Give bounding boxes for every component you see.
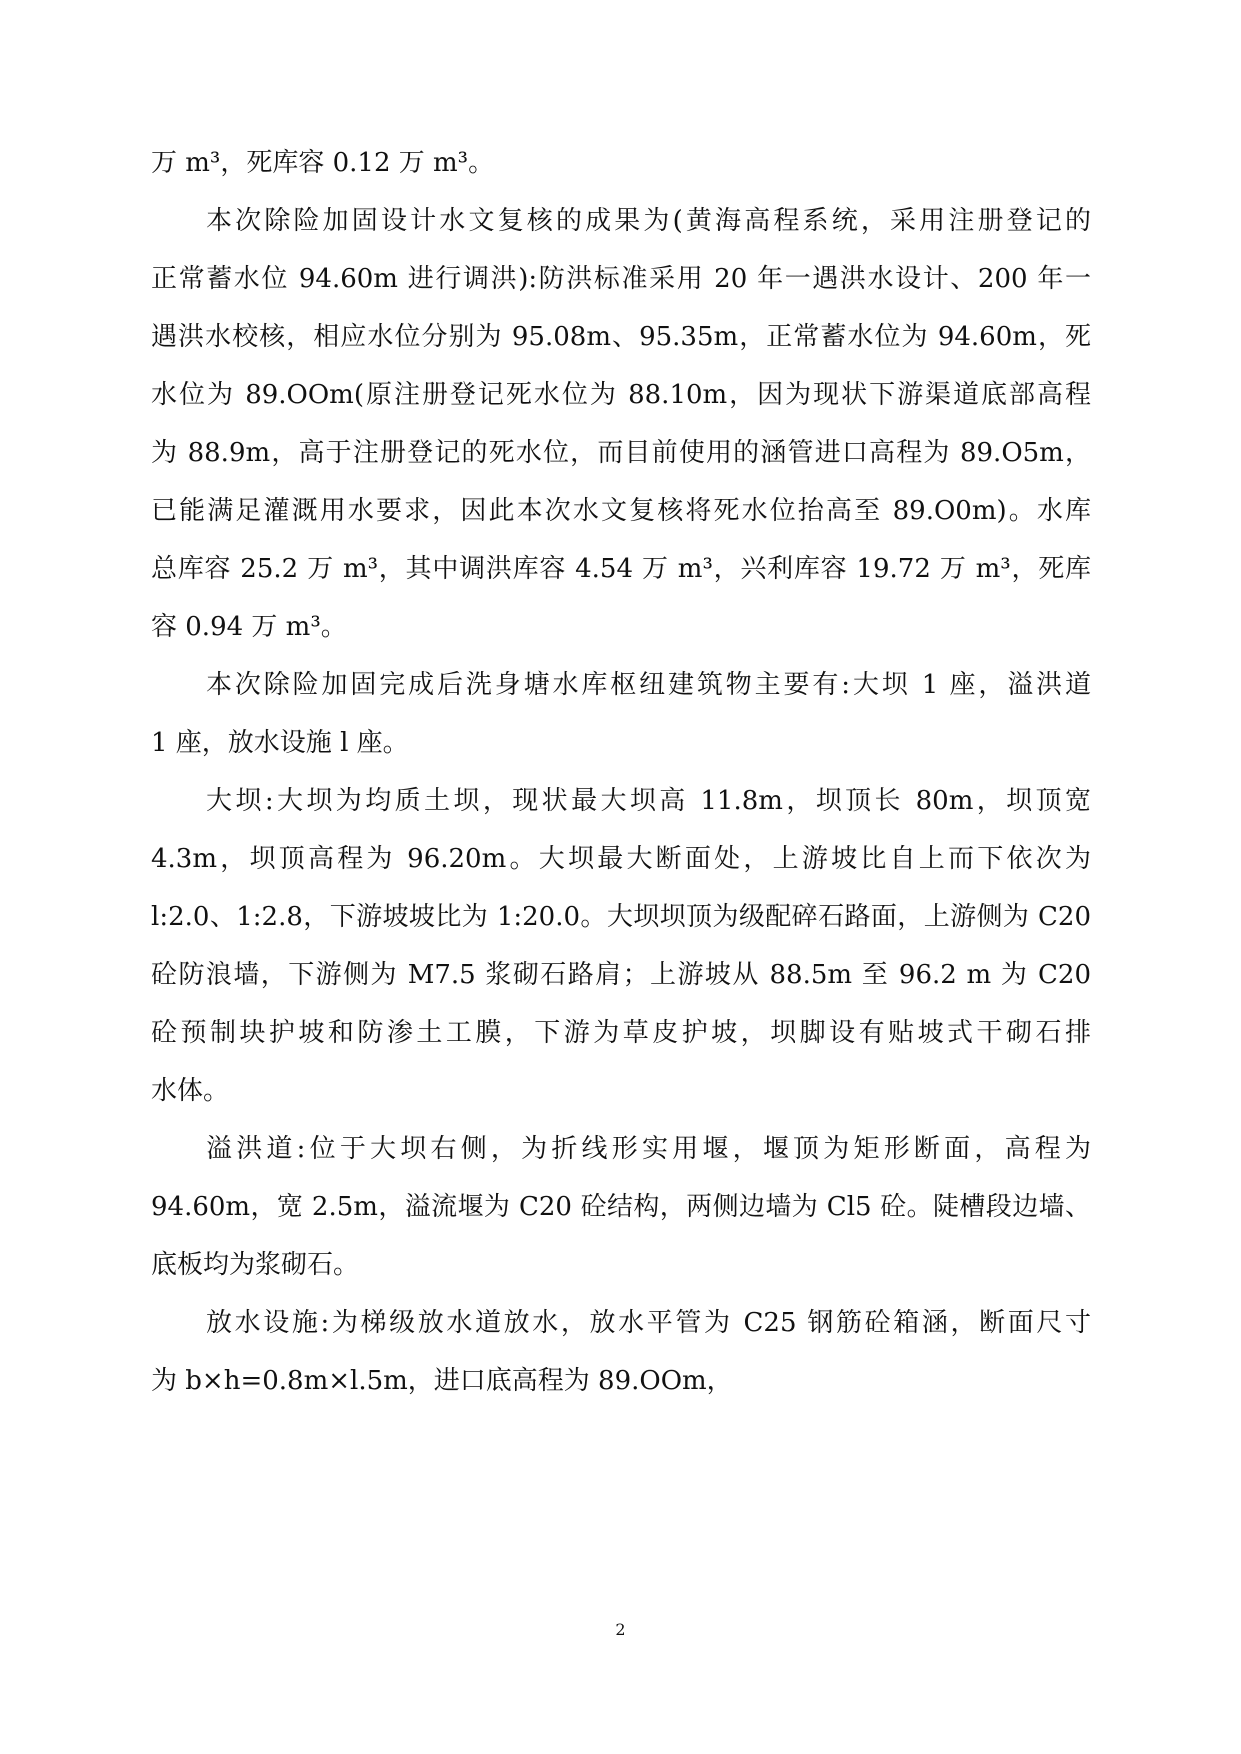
text-line: 容 0.94 万 m³。 [151,612,347,642]
text-line: 大坝:大坝为均质土坝，现状最大坝高 11.8m，坝顶长 80m，坝顶宽 [206,786,1091,816]
text-line: 正常蓄水位 94.60m 进行调洪):防洪标准采用 20 年一遇洪水设计、200 年一 [151,264,1091,294]
text-line: 万 m³，死库容 0.12 万 m³。 [151,148,495,178]
text-line: 4.3m，坝顶高程为 96.20m。大坝最大断面处，上游坡比自上而下依次为 [151,844,1091,874]
text-line: 94.60m，宽 2.5m，溢流堰为 C20 砼结构，两侧边墙为 Cl5 砼。陡槽段边墙、 [151,1192,1091,1222]
text-line: 水位为 89.OOm(原注册登记死水位为 88.10m，因为现状下游渠道底部高程 [151,380,1091,410]
text-line: 砼防浪墙，下游侧为 M7.5 浆砌石路肩；上游坡从 88.5m 至 96.2 m 为 C20 [151,960,1091,990]
text-line: l:2.0、1:2.8，下游坡坡比为 1:20.0。大坝坝顶为级配碎石路面，上游侧为 C20 [151,902,1091,932]
page-number: 2 [615,1620,626,1639]
text-line: 本次除险加固完成后洗身塘水库枢纽建筑物主要有:大坝 1 座，溢洪道 [206,670,1091,700]
text-line: 砼预制块护坡和防渗土工膜，下游为草皮护坡，坝脚设有贴坡式干砌石排 [151,1018,1091,1048]
text-line: 底板均为浆砌石。 [151,1250,360,1280]
text-line: 已能满足灌溉用水要求，因此本次水文复核将死水位抬高至 89.O0m)。水库 [151,496,1091,526]
text-line: 本次除险加固设计水文复核的成果为(黄海高程系统，采用注册登记的 [206,206,1091,236]
text-line: 为 b×h=0.8m×l.5m，进口底高程为 89.OOm， [151,1366,733,1396]
text-line: 水体。 [151,1076,230,1106]
text-line: 1 座，放水设施 l 座。 [151,728,409,758]
text-line: 放水设施:为梯级放水道放水，放水平管为 C25 钢筋砼箱涵，断面尺寸 [206,1308,1091,1338]
text-line: 为 88.9m，高于注册登记的死水位，而目前使用的涵管进口高程为 89.O5m， [151,438,1091,468]
text-line: 溢洪道:位于大坝右侧，为折线形实用堰，堰顶为矩形断面，高程为 [206,1134,1091,1164]
text-line: 遇洪水校核，相应水位分别为 95.08m、95.35m，正常蓄水位为 94.60m，死 [151,322,1091,352]
text-line: 总库容 25.2 万 m³，其中调洪库容 4.54 万 m³，兴利库容 19.72 万 m³，死库 [151,554,1091,584]
